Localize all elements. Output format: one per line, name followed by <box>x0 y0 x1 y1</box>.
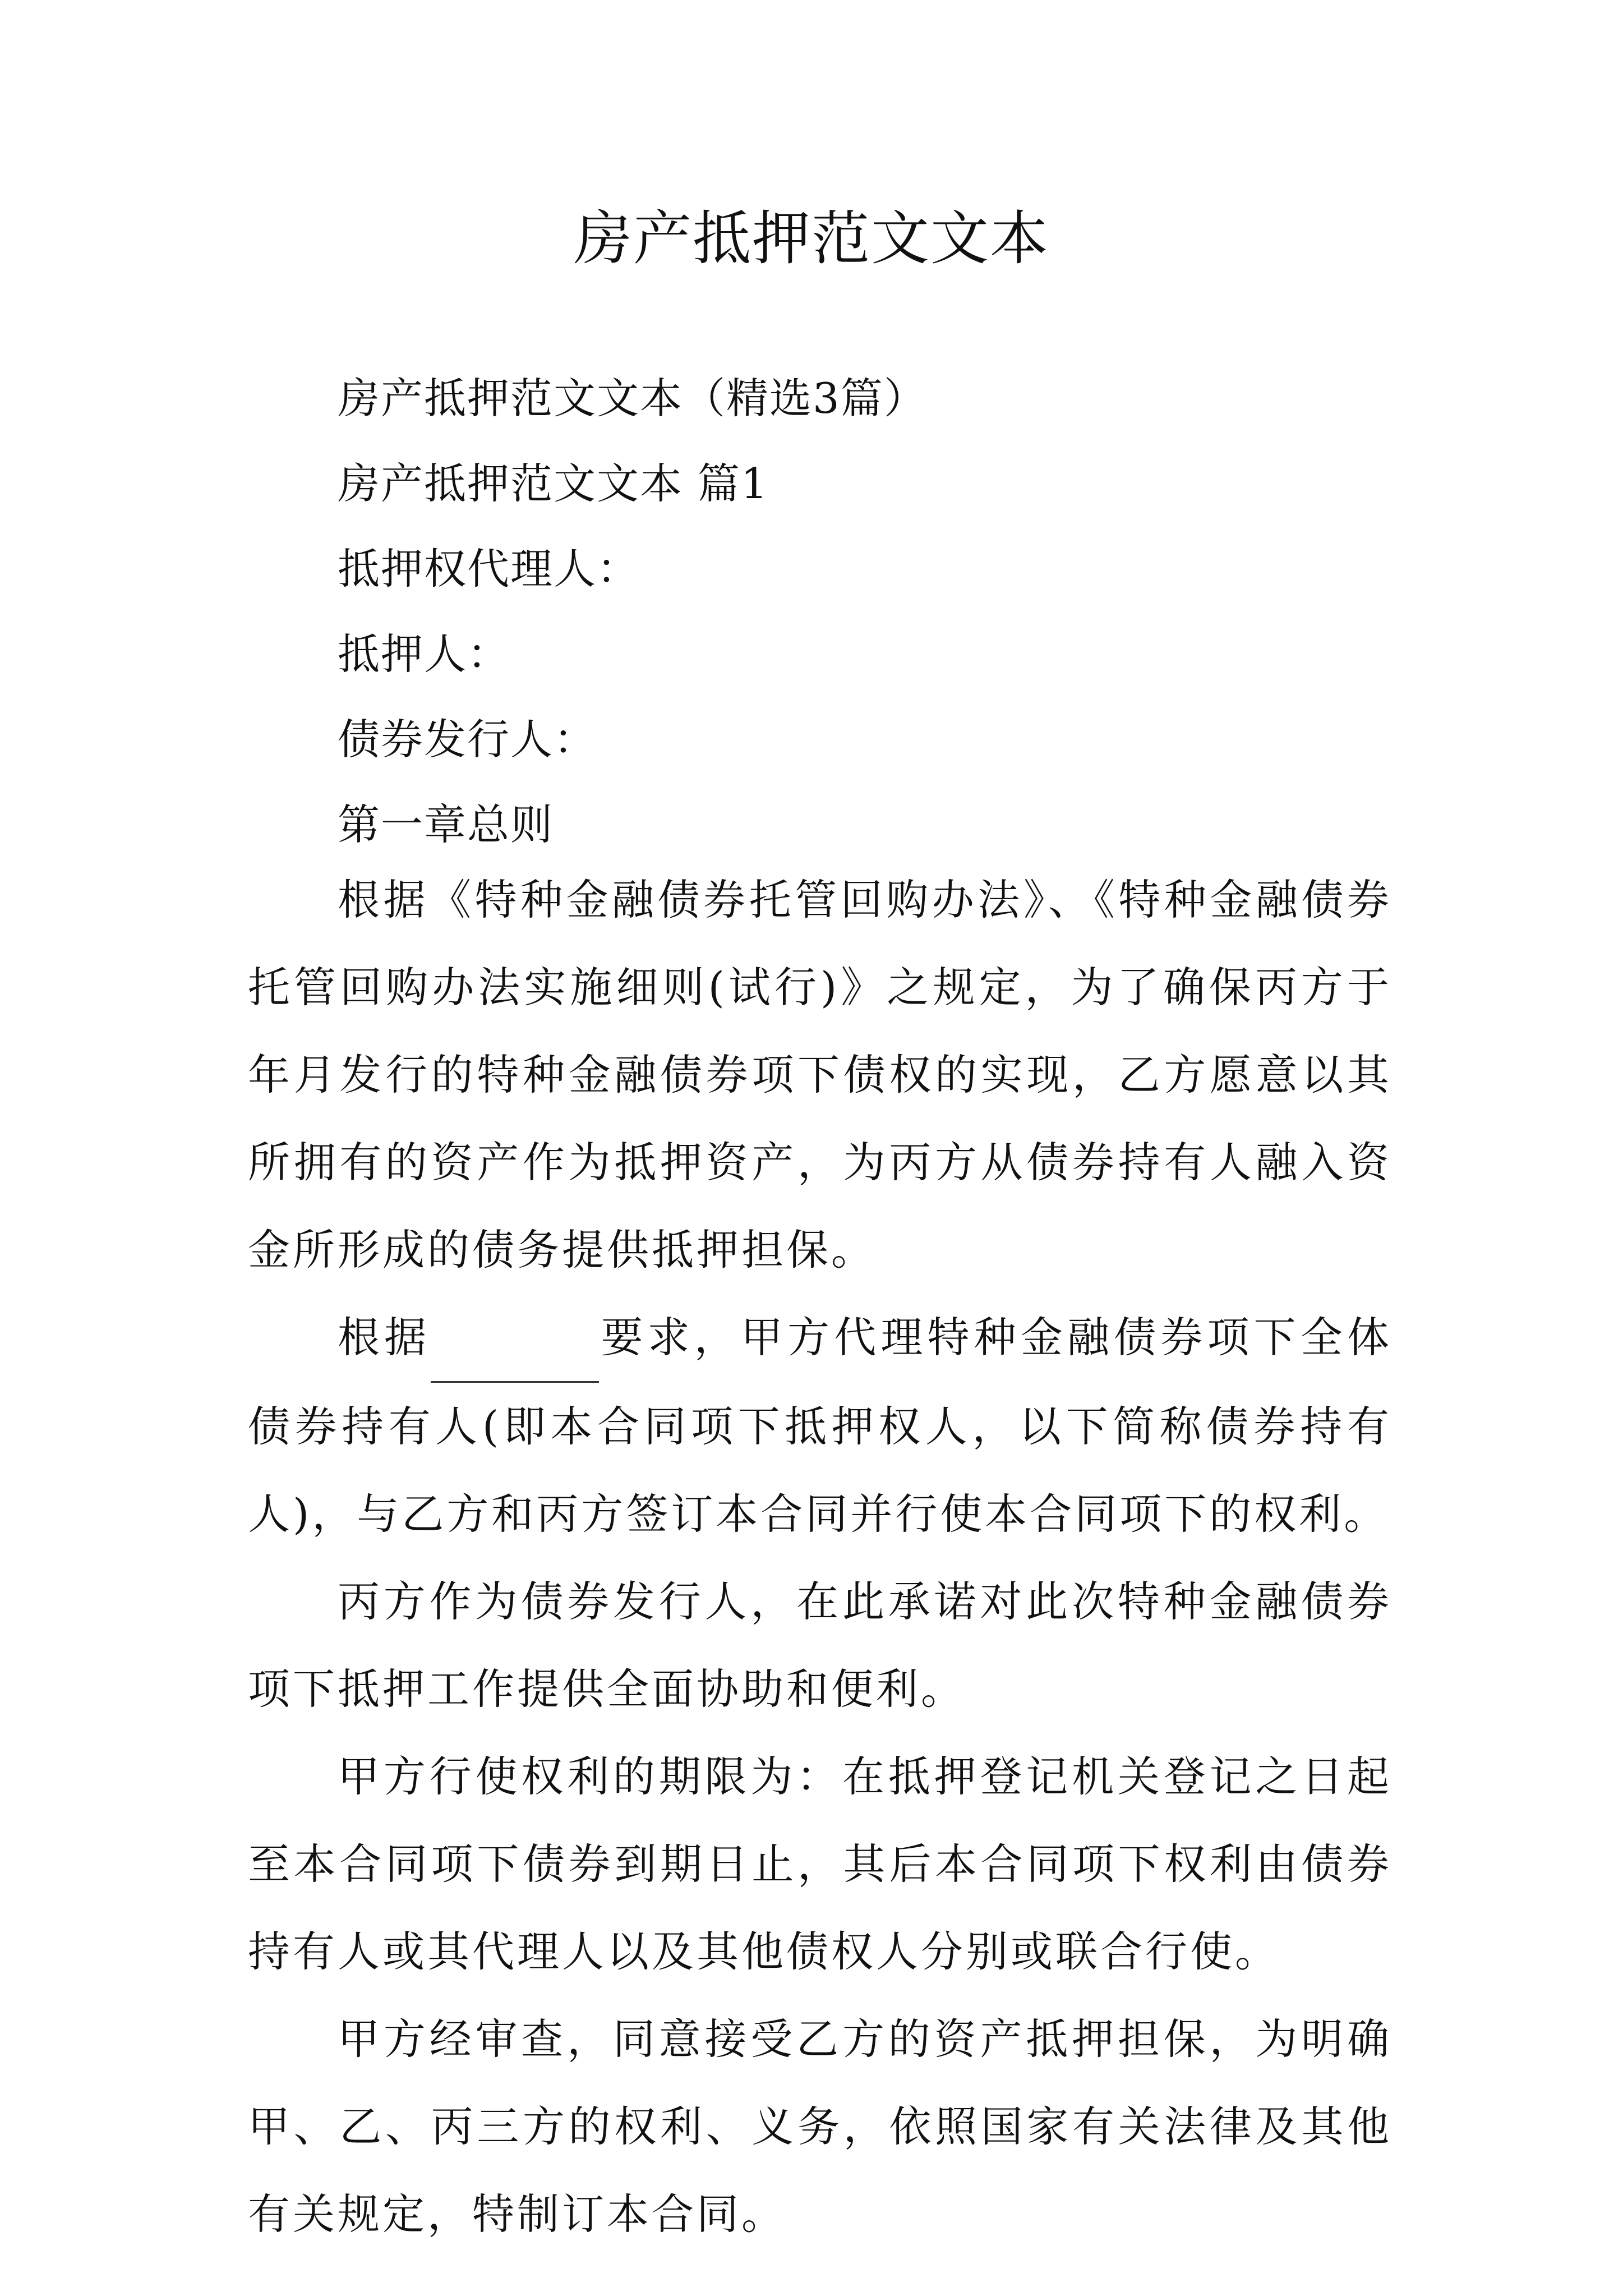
paragraph-5: 甲方经审查，同意接受乙方的资产抵押担保，为明确甲、乙、丙三方的权利、义务，依照国家有关法律及其他有关规定，特制订本合同。 <box>248 2014 1392 2239</box>
bond-issuer-line: 债券发行人： <box>338 715 597 764</box>
paragraph-4: 甲方行使权利的期限为：在抵押登记机关登记之日起至本合同项下债券到期日止，其后本合同项下权利由债券持有人或其代理人以及其他债权人分别或联合行使。 <box>248 1752 1392 1976</box>
document-body <box>248 370 1392 2258</box>
document-title: 房产抵押范文文本 <box>573 204 1049 273</box>
mortgagee-agent-line: 抵押权代理人： <box>338 544 640 593</box>
fill-in-blank <box>431 1294 599 1383</box>
paragraph-2 <box>248 1294 1392 1558</box>
chapter-heading: 第一章总则 <box>338 800 554 849</box>
subtitle-line: 房产抵押范文文本（精选3篇） <box>338 374 927 423</box>
paragraph-1: 根据《特种金融债券托管回购办法》、《特种金融债券托管回购办法实施细则(试行)》之规定，为了确保丙方于年月发行的特种金融债券项下债权的实现，乙方愿意以其所拥有的资产作为抵押资产，为丙方从债券持有人融入资金所形成的债务提供抵押担保。 <box>248 875 1392 1274</box>
section-heading: 房产抵押范文文本 篇1 <box>338 459 769 508</box>
paragraph-2-rest: 要求，甲方代理特种金融债券项下全体债券持有人(即本合同项下抵押权人，以下简称债券持有人)，与乙方和丙方签订本合同并行使本合同项下的权利。 <box>248 1313 1392 1539</box>
paragraph-2-lead: 根据 <box>338 1313 431 1362</box>
paragraph-3: 丙方作为债券发行人，在此承诺对此次特种金融债券项下抵押工作提供全面协助和便利。 <box>248 1577 1392 1714</box>
mortgagor-line: 抵押人： <box>338 629 511 679</box>
